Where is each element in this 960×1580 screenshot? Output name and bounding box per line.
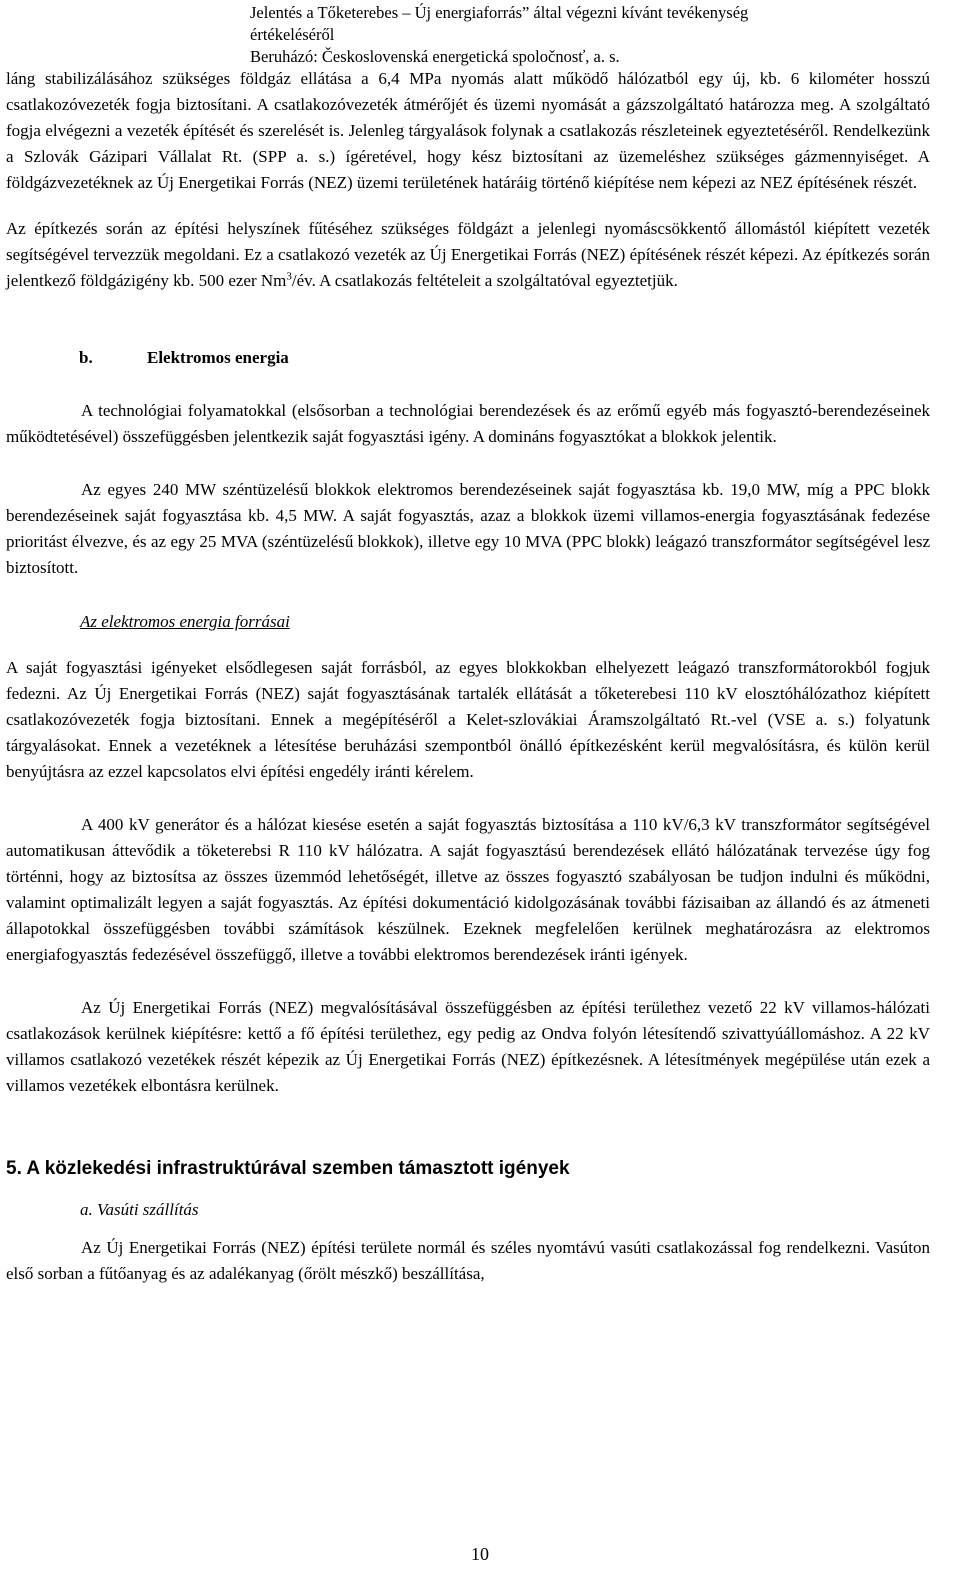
paragraph-block-consumption: Az egyes 240 MW széntüzelésű blokkok elektromos berendezéseinek saját fogyasztása kb. 19,0 MW, míg a PPC blokk berendezéseinek saját fogyasztása kb. 4,5 MW. A saját fogyasztás, azaz a blokkok üzemi villamos-energia fogyasztásának fedezése prioritást élvezve, és az egy 25 MVA (széntüzelésű blokkok), illetve egy 10 MVA (PPC blokk) leágazó transzformátor segítségével lesz biztosított.: [6, 480, 930, 577]
subheading-title: Elektromos energia: [147, 348, 289, 367]
section-heading-transport: 5. A közlekedési infrastruktúrával szemben támasztott igények: [6, 1158, 570, 1179]
paragraph-construction-gas: [6, 216, 930, 294]
header-investor-line: Beruházó: Československá energetická spoločnosť, a. s.: [250, 47, 620, 66]
paragraph-construction-gas-tail: /év. A csatlakozás feltételeit a szolgáltatóval egyeztetjük.: [291, 271, 678, 290]
subheading-electric-energy: [6, 345, 930, 371]
heading-energy-sources: Az elektromos energia forrásai: [80, 612, 290, 631]
page-header: [250, 2, 930, 68]
subheading-letter: b.: [79, 348, 93, 367]
header-title-line1: Jelentés a Tőketerebes – Új energiaforrás” által végezni kívánt tevékenység: [250, 3, 749, 22]
paragraph-own-sources: A saját fogyasztási igényeket elsődlegesen saját forrásból, az egyes blokkokban elhelyezett leágazó transzformátorokból fogjuk fedezni. Az Új Energetikai Forrás (NEZ) saját fogyasztásának tartalék ellátását a tőketerebesi 110 kV elosztóhálózathoz kiépített csatlakozóvezeték fogja biztosítani. Ennek a megépítéséről a Kelet-szlovákiai Áramszolgáltató Rt.-vel (VSE a. s.) folyatunk tárgyalásokat. Ennek a vezetéknek a létesítése beruházási szempontból önálló építkezésként kerül megvalósításra, és külön kerül benyújtásra az ezzel kapcsolatos elvi építési engedély iránti kérelem.: [6, 658, 930, 781]
paragraph-400kv-generator: A 400 kV generátor és a hálózat kiesése esetén a saját fogyasztás biztosítása a 110 kV/6,3 kV transzformátor segítségével automatikusan áttevődik a töketerebsi R 110 kV hálózatra. A saját fogyasztású berendezések ellátó hálózatának tervezése úgy fog történni, hogy az biztosítsa az összes üzemmód lehetőségét, illetve az összes fogyasztó szabályosan be tudjon indulni és működni, valamint optimalizált legyen a saját fogyasztás. Az építési dokumentáció kidolgozásának további fázisaiban az állandó és az átmeneti állapotokkal összefüggésben további számítások készülnek. Ezeknek megfelelően kerülnek meghatározásra az elektromos energiafogyasztás fedezésével összefüggő, illetve a további elektromos berendezések iránti igények.: [6, 815, 930, 964]
subheading-rail-transport: a. Vasúti szállítás: [80, 1200, 199, 1219]
header-title-line2: értékeléséről: [250, 25, 335, 44]
document-body: [6, 66, 930, 1287]
paragraph-construction-gas-text: Az építkezés során az építési helyszínek fűtéséhez szükséges földgázt a jelenlegi nyomáscsökkentő állomástól kiépített vezeték segítségével tervezzük megoldani. Ez a csatlakozó vezeték az Új Energetikai Forrás (NEZ) építésének részét képezi. Az építkezés során jelentkező földgázigény kb. 500 ezer Nm: [6, 219, 930, 290]
paragraph-gas-supply: láng stabilizálásához szükséges földgáz ellátása a 6,4 MPa nyomás alatt működő hálózatból egy új, kb. 6 kilométer hosszú csatlakozóvezeték fogja biztosítani. A csatlakozóvezeték átmérőjét és üzemi nyomását a gázszolgáltató határozza meg. A szolgáltató fogja elvégezni a vezeték építését és szerelését is. Jelenleg tárgyalások folynak a csatlakozás részleteinek egyeztetéséről. Rendelkezünk a Szlovák Gázipari Vállalat Rt. (SPP a. s.) ígéretével, hogy kész biztosítani az üzemeléshez szükséges gázmennyiséget. A földgázvezetéknek az Új Energetikai Forrás (NEZ) üzemi területének határáig történő kiépítése nem képezi az NEZ építésének részét.: [6, 69, 930, 192]
superscript-3: 3: [286, 270, 292, 283]
paragraph-rail-connection: Az Új Energetikai Forrás (NEZ) építési területe normál és széles nyomtávú vasúti csatlakozással fog rendelkezni. Vasúton első sorban a fűtőanyag és az adalékanyag (őrölt mészkő) beszállítása,: [6, 1238, 930, 1283]
page-number: 10: [471, 1544, 489, 1564]
paragraph-technology-consumption: A technológiai folyamatokkal (elsősorban a technológiai berendezések és az erőmű egyéb más fogyasztó-berendezéseinek működtetésével) összefüggésben jelentkezik saját fogyasztási igény. A domináns fogyasztókat a blokkok jelentik.: [6, 401, 930, 446]
paragraph-22kv-connections: Az Új Energetikai Forrás (NEZ) megvalósításával összefüggésben az építési területhez vezető 22 kV villamos-hálózati csatlakozások kerülnek kiépítésre: kettő a fő építési területhez, egy pedig az Ondva folyón létesítendő szivattyúállomáshoz. A 22 kV villamos csatlakozó vezetékek részét képezik az Új Energetikai Forrás (NEZ) építkezésnek. A létesítmények megépülése után ezek a villamos vezetékek elbontásra kerülnek.: [6, 998, 930, 1095]
